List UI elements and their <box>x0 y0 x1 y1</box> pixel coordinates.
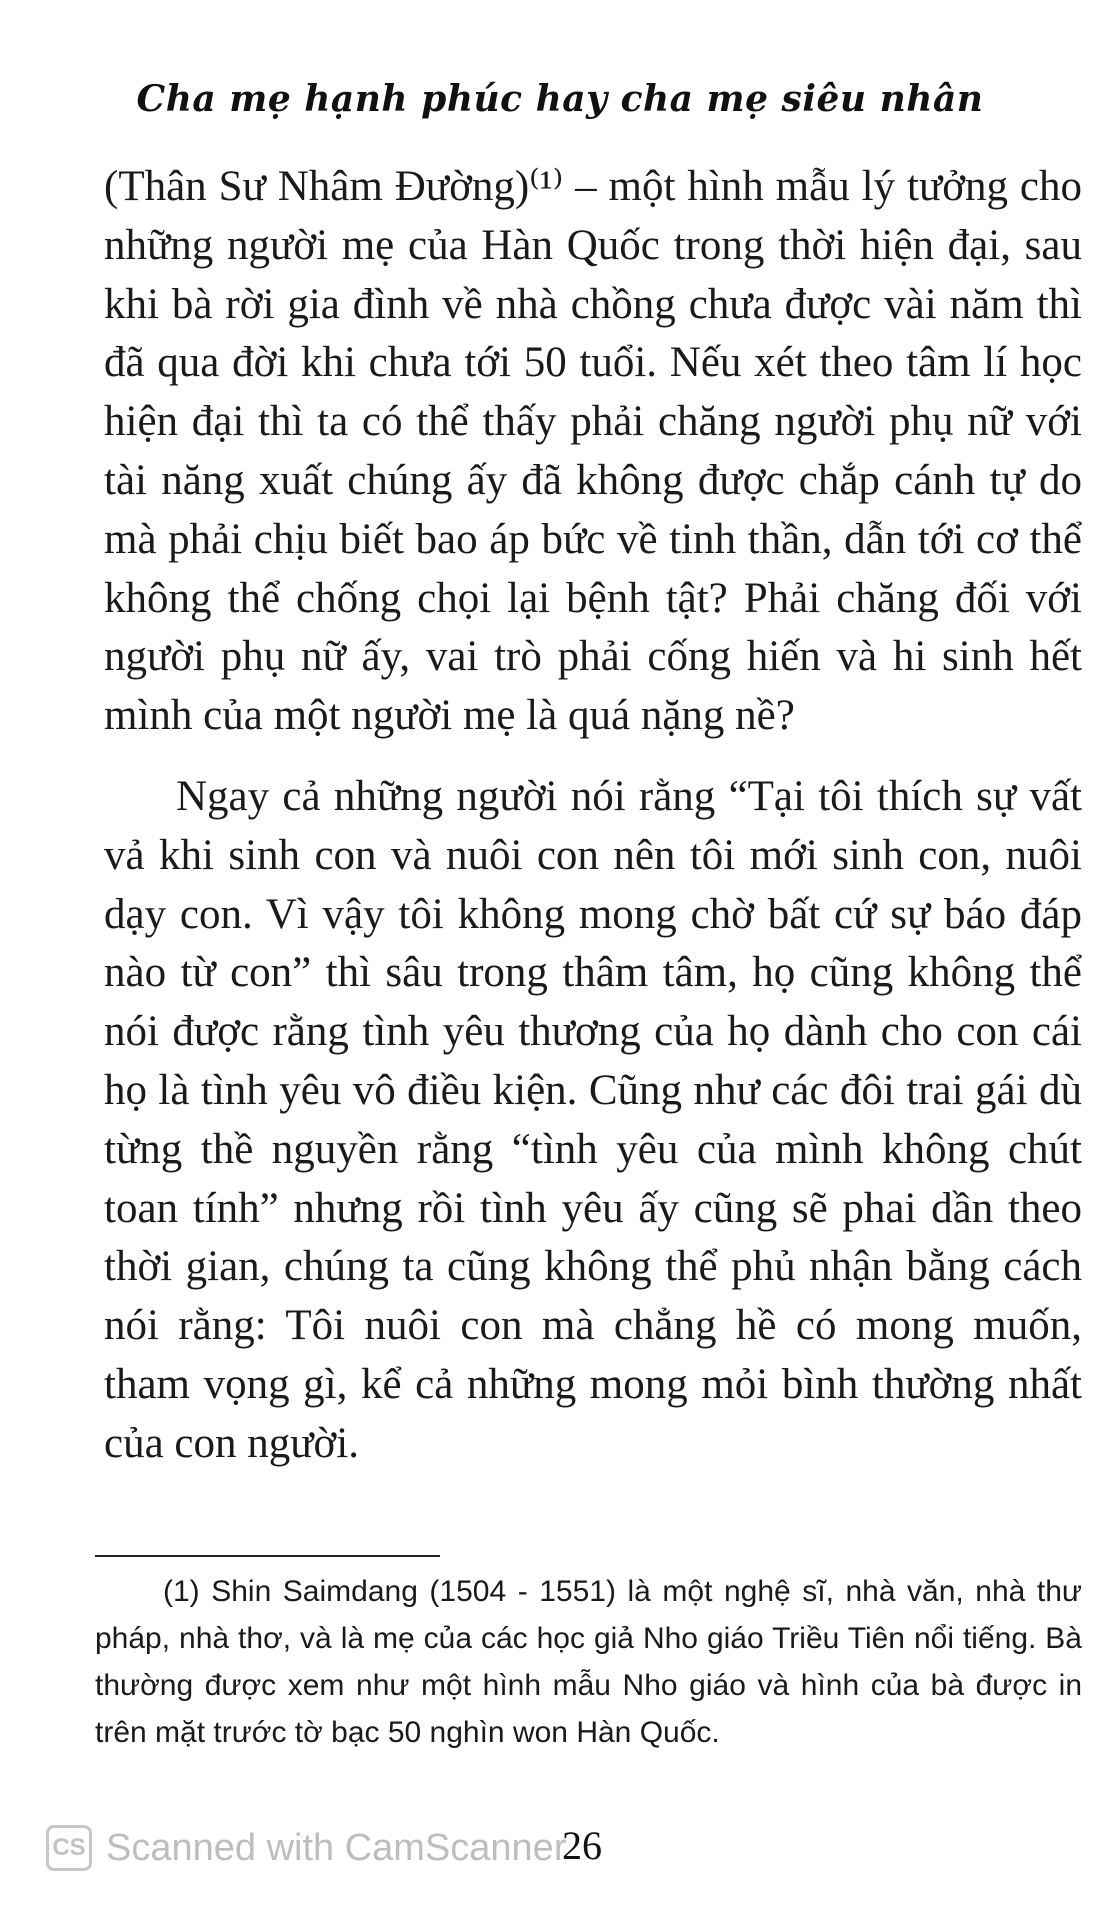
body-text <box>104 158 1082 1474</box>
running-header-title: Cha mẹ hạnh phúc hay cha mẹ siêu nhân <box>136 78 984 120</box>
watermark-text: Scanned with CamScanner <box>106 1826 567 1869</box>
camscanner-logo-icon: CS <box>46 1825 92 1871</box>
camscanner-watermark <box>46 1818 566 1878</box>
footnote-divider <box>95 1555 440 1557</box>
body-paragraph-1: (Thân Sư Nhâm Đường)⁽¹⁾ – một hình mẫu lý tưởng cho những người mẹ của Hàn Quốc trong thời hiện đại, sau khi bà rời gia đình về nhà chồng chưa được vài năm thì đã qua đời khi chưa tới 50 tuổi. Nếu xét theo tâm lí học hiện đại thì ta có thể thấy phải chăng người phụ nữ với tài năng xuất chúng ấy đã không được chắp cánh tự do mà phải chịu biết bao áp bức về tinh thần, dẫn tới cơ thể không thể chống chọi lại bệnh tật? Phải chăng đối với người phụ nữ ấy, vai trò phải cống hiến và hi sinh hết mình của một người mẹ là quá nặng nề? <box>104 163 1082 740</box>
body-paragraph-2: Ngay cả những người nói rằng “Tại tôi thích sự vất vả khi sinh con và nuôi con nên tôi mới sinh con, nuôi dạy con. Vì vậy tôi không mong chờ bất cứ sự báo đáp nào từ con” thì sâu trong thâm tâm, họ cũng không thể nói được rằng tình yêu thương của họ dành cho con cái họ là tình yêu vô điều kiện. Cũng như các đôi trai gái dù từng thề nguyền rằng “tình yêu của mình không chút toan tính” nhưng rồi tình yêu ấy cũng sẽ phai dần theo thời gian, chúng ta cũng không thể phủ nhận bằng cách nói rằng: Tôi nuôi con mà chẳng hề có mong muốn, tham vọng gì, kể cả những mong mỏi bình thường nhất của con người. <box>104 772 1082 1467</box>
footnote-text: (1) Shin Saimdang (1504 - 1551) là một nghệ sĩ, nhà văn, nhà thư pháp, nhà thơ, và là mẹ của các học giả Nho giáo Triều Tiên nổi tiếng. Bà thường được xem như một hình mẫu Nho giáo và hình của bà được in trên mặt trước tờ bạc 50 nghìn won Hàn Quốc. <box>95 1575 1082 1749</box>
page-number: 26 <box>562 1823 602 1868</box>
